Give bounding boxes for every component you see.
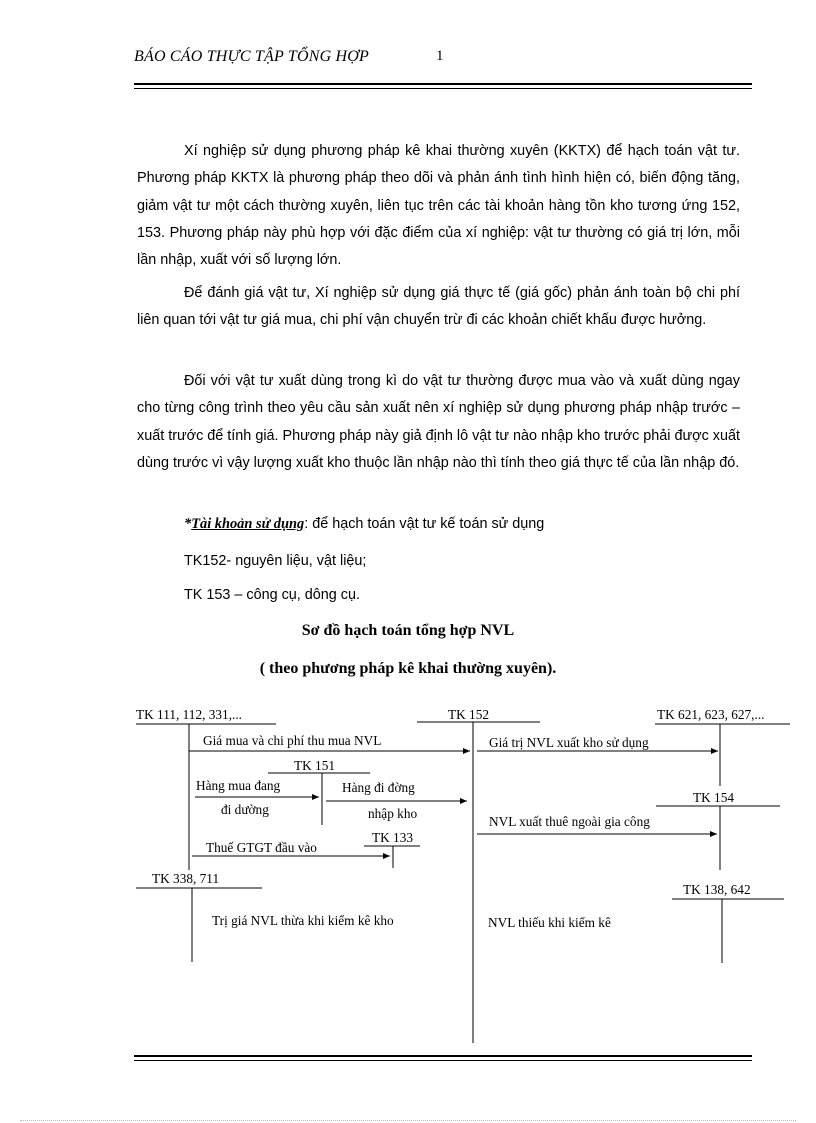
diagram-subtitle: ( theo phương pháp kê khai thường xuyên). bbox=[259, 660, 557, 677]
tk153-line: TK 153 – công cụ, dông cụ. bbox=[184, 587, 361, 603]
tk152-line: TK152- nguyên liệu, vật liệu; bbox=[184, 553, 367, 569]
accounts-bullet: * bbox=[184, 516, 192, 532]
header-title: BÁO CÁO THỰC TẬP TỔNG HỢP bbox=[134, 48, 370, 65]
issue-label: Giá trị NVL xuất kho sử dụng bbox=[489, 735, 649, 750]
paragraph-valuation: Để đánh giá vật tư, Xí nghiệp sử dụng giá thực tế (giá gốc) phản ánh toàn bộ chi phí liên quan tới vật tư giá mua, chi phí vận chuyển trừ đi các khoản chiết khấu được hưởng. bbox=[137, 285, 740, 329]
in-transit-label-2: đi dường bbox=[221, 802, 269, 817]
tk152-label: TK 152 bbox=[448, 707, 489, 722]
page-bottom-edge bbox=[20, 1120, 796, 1121]
accounts-rest: : để hạch toán vật tư kế toán sử dụng bbox=[304, 516, 545, 532]
arrived-label-2: nhập kho bbox=[368, 806, 418, 821]
paragraph-fifo: Đối với vật tư xuất dùng trong kì do vật tư thường được mua vào và xuất dùng ngay cho từng công trình theo yêu cầu sản xuất nên xí nghiệp sử dụng phương pháp nhập trước – xuất trước để tính giá. Phương pháp này giả định lô vật tư nào nhập kho trước phải được xuất dùng trước vì vậy lượng xuất kho thuộc lần nhập nào thì tính theo giá thực tế của lần nhập đó. bbox=[137, 373, 740, 471]
arrived-label-1: Hàng đi đờng bbox=[342, 780, 415, 795]
in-transit-label-1: Hàng mua đang bbox=[196, 778, 281, 793]
shortage-label: NVL thiếu khi kiểm kê bbox=[488, 915, 611, 930]
diagram-title: Sơ đồ hạch toán tổng hợp NVL bbox=[301, 622, 515, 639]
footer-rule-thin bbox=[134, 1060, 752, 1061]
tk621-label: TK 621, 623, 627,... bbox=[657, 707, 765, 722]
tk151-label: TK 151 bbox=[294, 758, 335, 773]
tk154-label: TK 154 bbox=[693, 790, 734, 805]
accounts-label: Tài khoản sử dụng bbox=[191, 516, 305, 532]
tk338-label: TK 338, 711 bbox=[152, 871, 220, 886]
footer-rule-thick bbox=[134, 1055, 752, 1057]
tk111-label: TK 111, 112, 331,... bbox=[136, 707, 242, 722]
tk133-label: TK 133 bbox=[372, 830, 413, 845]
purchase-label: Giá mua và chi phí thu mua NVL bbox=[203, 733, 382, 748]
outsourced-label: NVL xuất thuê ngoài gia công bbox=[489, 814, 650, 829]
vat-label: Thuế GTGT đầu vào bbox=[206, 840, 317, 855]
page-number: 1 bbox=[436, 48, 444, 64]
paragraph-kktx: Xí nghiệp sử dụng phương pháp kê khai thường xuyên (KKTX) để hạch toán vật tư. Phương pháp KKTX là phương pháp theo dõi và phản ánh tình hình hiện có, biến động tăng, giảm vật tư một cách thường xuyên, liên tục trên các tài khoản hàng tồn kho tương ứng 152, 153. Phương pháp này phù hợp với đặc điểm của xí nghiệp: vật tư thường có giá trị lớn, mỗi lần nhập, xuất với số lượng lớn. bbox=[137, 143, 740, 269]
surplus-label: Trị giá NVL thừa khi kiểm kê kho bbox=[212, 913, 394, 928]
tk138-label: TK 138, 642 bbox=[683, 882, 751, 897]
